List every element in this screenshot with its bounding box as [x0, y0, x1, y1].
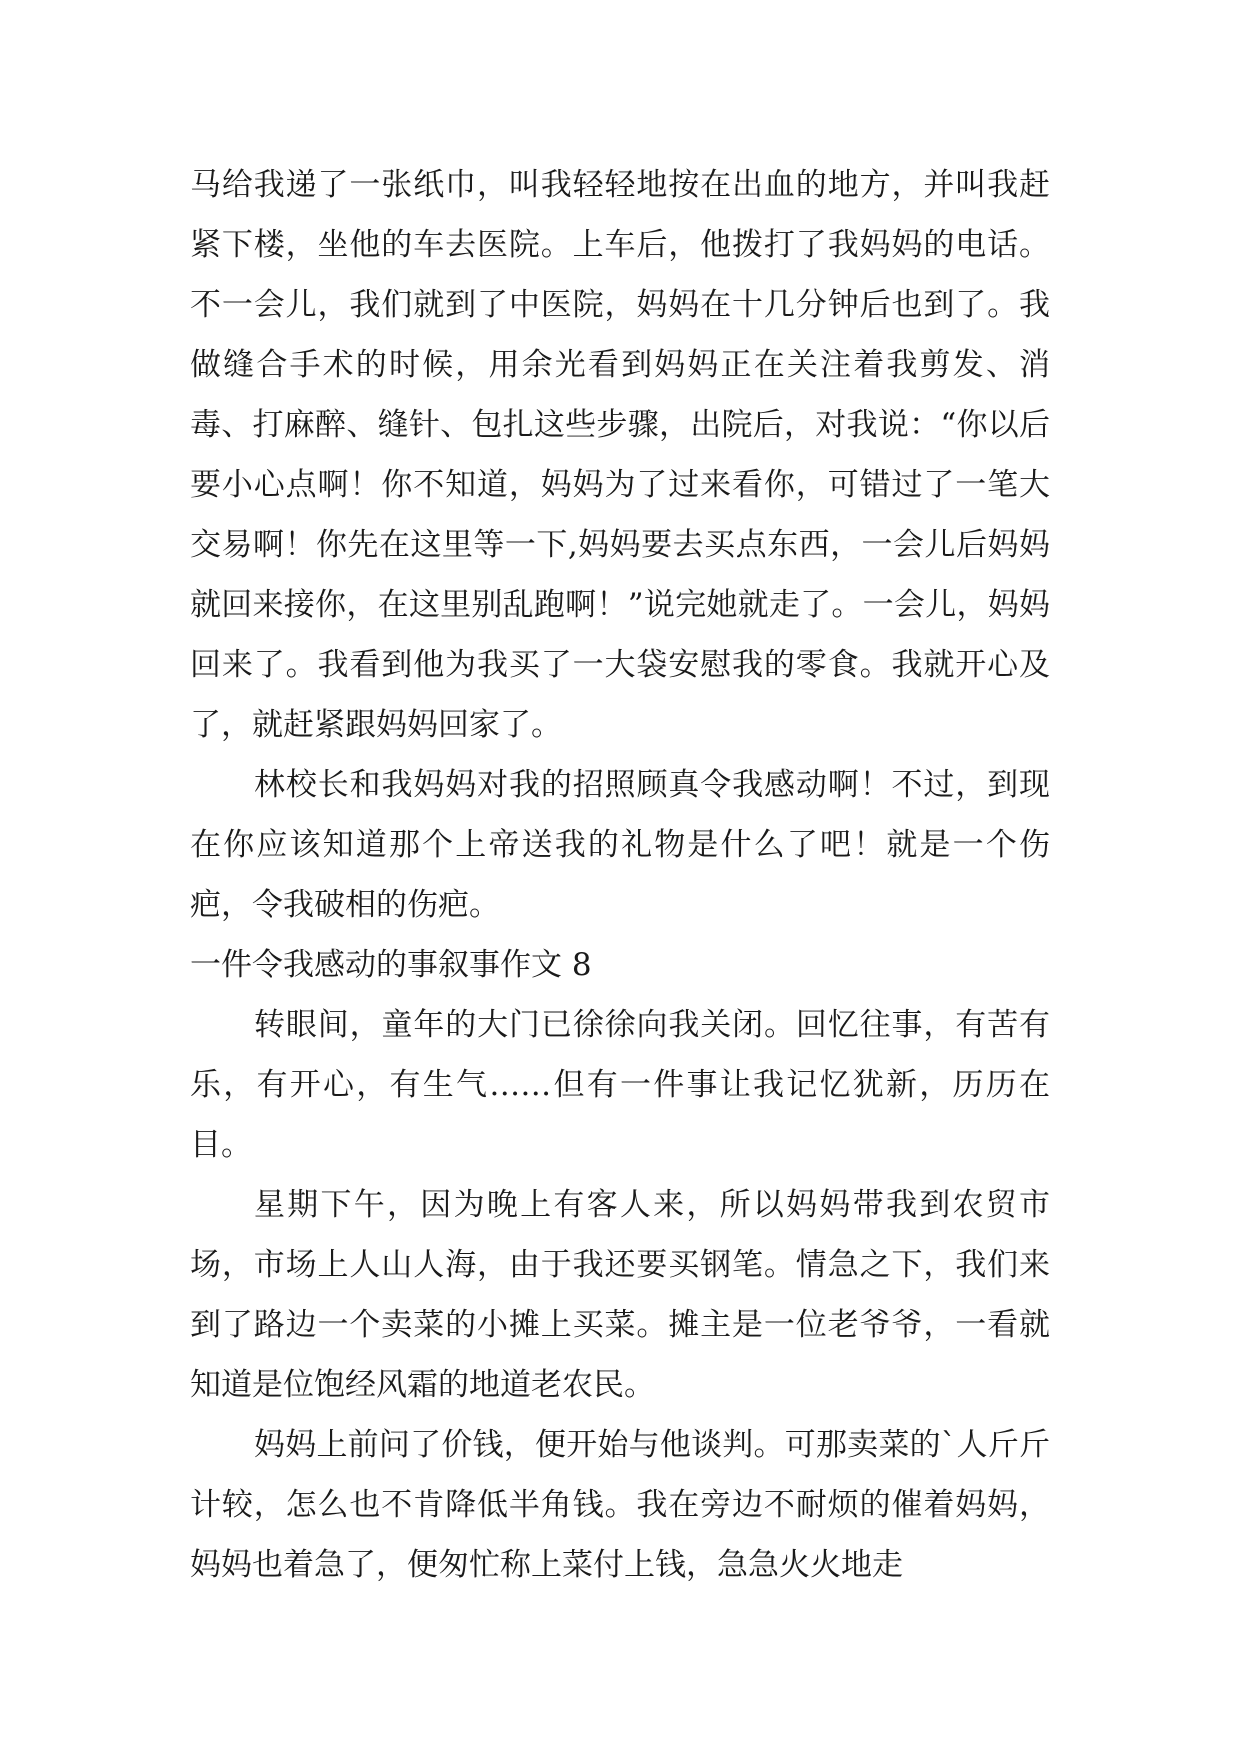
paragraph-principal-kindness: 林校长和我妈妈对我的招照顾真令我感动啊！不过，到现在你应该知道那个上帝送我的礼物是什么了吧！就是一个伤疤，令我破相的伤疤。 — [190, 767, 1050, 923]
document-page — [190, 155, 1050, 1595]
section-title: 一件令我感动的事叙事作文 8 — [190, 947, 592, 983]
paragraph-continued: 马给我递了一张纸巾，叫我轻轻地按在出血的地方，并叫我赶紧下楼，坐他的车去医院。上车后，他拨打了我妈妈的电话。不一会儿，我们就到了中医院，妈妈在十几分钟后也到了。我做缝合手术的时候，用余光看到妈妈正在关注着我剪发、消毒、打麻醉、缝针、包扎这些步骤，出院后，对我说：“你以后要小心点啊！你不知道，妈妈为了过来看你，可错过了一笔大交易啊！你先在这里等一下,妈妈要去买点东西，一会儿后妈妈就回来接你，在这里别乱跑啊！”说完她就走了。一会儿，妈妈回来了。我看到他为我买了一大袋安慰我的零食。我就开心及了，就赶紧跟妈妈回家了。 — [190, 167, 1050, 743]
paragraph-market-visit: 星期下午，因为晚上有客人来，所以妈妈带我到农贸市场，市场上人山人海，由于我还要买钢笔。情急之下，我们来到了路边一个卖菜的小摊上买菜。摊主是一位老爷爷，一看就知道是位饱经风霜的地道老农民。 — [190, 1187, 1050, 1403]
paragraph-bargaining: 妈妈上前问了价钱，便开始与他谈判。可那卖菜的`人斤斤计较，怎么也不肯降低半角钱。我在旁边不耐烦的催着妈妈，妈妈也着急了，便匆忙称上菜付上钱，急急火火地走 — [190, 1427, 1050, 1583]
paragraph-childhood-memory: 转眼间，童年的大门已徐徐向我关闭。回忆往事，有苦有乐，有开心，有生气……但有一件事让我记忆犹新，历历在目。 — [190, 1007, 1050, 1163]
